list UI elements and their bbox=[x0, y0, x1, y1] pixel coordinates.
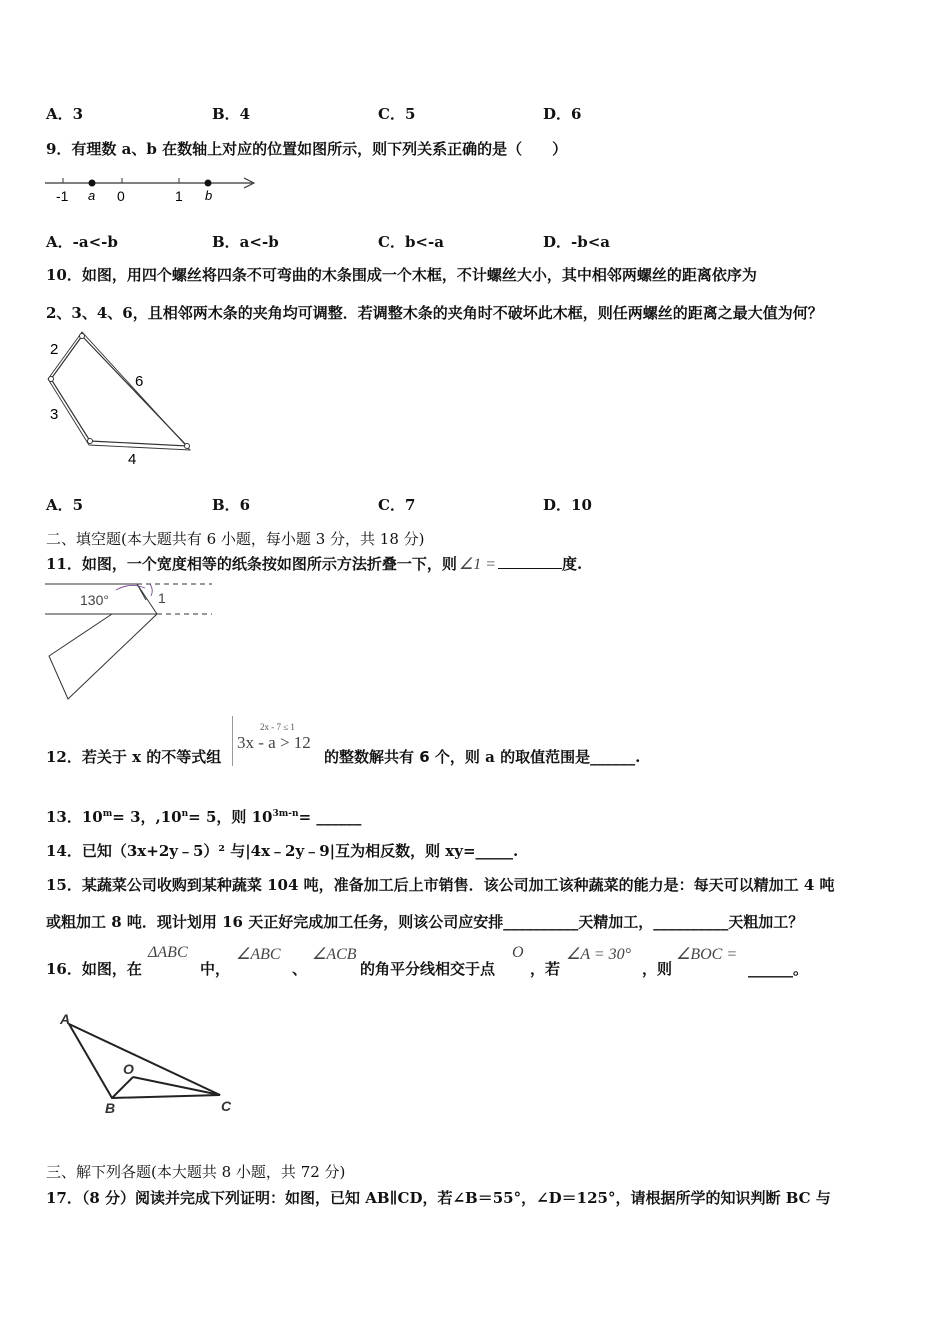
q17-stem: 17．（8 分）阅读并完成下列证明：如图，已知 AB∥CD，若∠B＝55°，∠D＝125°，请根据所学的知识判断 BC 与 bbox=[46, 1189, 831, 1207]
q16-angle-boc: ∠BOC = bbox=[676, 946, 738, 963]
q16-ze: ，则 bbox=[642, 960, 673, 978]
frame-quadrilateral bbox=[48, 332, 190, 450]
q11-stem-start: 11．如图，一个宽度相等的纸条按如图所示方法折叠一下，则 bbox=[46, 555, 457, 573]
q10-stem-line2: 2、3、4、6，且相邻两木条的夹角均可调整．若调整木条的夹角时不破坏此木框，则任两螺丝的距离之最大值为何？ bbox=[46, 304, 823, 322]
q13-part-c: = 5，则 10 bbox=[188, 808, 273, 826]
q9-option-c: C．b<-a bbox=[378, 233, 444, 251]
point-b bbox=[205, 180, 212, 187]
q12-prefix: 12．若关于 bbox=[46, 748, 127, 766]
section-3-heading: 三、解下列各题(本大题共 8 小题，共 72 分) bbox=[46, 1163, 346, 1181]
angle-label-130: 130° bbox=[80, 592, 109, 608]
q15-stem-line2: 或粗加工 8 吨．现计划用 16 天正好完成加工任务，则该公司应安排__________天精加工，__________天粗加工？ bbox=[46, 913, 804, 931]
q10-option-d: D．10 bbox=[543, 496, 592, 514]
vertex-label-o: O bbox=[123, 1061, 134, 1077]
q12-middle: 的不等式组 bbox=[146, 748, 222, 766]
q16-answer-blank: ______。 bbox=[748, 960, 809, 978]
tick-label-b: b bbox=[205, 188, 213, 203]
q16-middle: 的角平分线相交于点 bbox=[360, 960, 496, 978]
side-label-6: 6 bbox=[135, 373, 144, 390]
q13-sup-m: m bbox=[102, 809, 113, 819]
q13-part-a: 10 bbox=[81, 808, 103, 826]
q11-angle-1: ∠1 = bbox=[458, 556, 497, 573]
q8-option-d: D．6 bbox=[543, 105, 582, 123]
q12-suffix-b: 个，则 bbox=[434, 748, 480, 766]
q9-option-b: B．a<-b bbox=[212, 233, 279, 251]
q11-answer-blank bbox=[498, 554, 562, 569]
angle-label-1: 1 bbox=[158, 590, 166, 606]
q13-part-b: = 3，,10 bbox=[112, 808, 182, 826]
q13-stem bbox=[46, 806, 361, 827]
tick-label-zero: 0 bbox=[117, 188, 125, 204]
q16-stem bbox=[46, 942, 906, 978]
tick-label-a: a bbox=[88, 188, 96, 203]
q14-stem: 14．已知（3x+2y﹣5）² 与|4x﹣2y﹣9|互为相反数，则 xy=_____. bbox=[46, 842, 519, 860]
side-label-4: 4 bbox=[128, 451, 137, 468]
q12-var-a: a bbox=[485, 748, 495, 766]
q9-option-d: D．-b<a bbox=[543, 233, 611, 251]
q13-num: 13． bbox=[46, 808, 82, 826]
q10-option-b: B．6 bbox=[212, 496, 251, 514]
q12-inequality-1: 2x - 7 ≤ 1 bbox=[260, 722, 295, 732]
q10-wooden-frame-figure bbox=[40, 330, 200, 470]
q16-point-o: O bbox=[512, 944, 524, 961]
q16-triangle-figure bbox=[55, 1008, 245, 1123]
section-2-heading: 二、填空题(本大题共有 6 小题，每小题 3 分，共 18 分) bbox=[46, 530, 425, 548]
q9-option-a: A．-a<-b bbox=[46, 233, 118, 251]
side-label-3: 3 bbox=[50, 406, 59, 423]
q12-suffix-a: 的整数解共有 bbox=[324, 748, 415, 766]
q12-inequality-2: 3x - a > 12 bbox=[237, 733, 311, 752]
q8-option-a: A．3 bbox=[46, 105, 84, 123]
q9-number-line-figure bbox=[40, 168, 265, 206]
q11-stem bbox=[46, 553, 582, 574]
vertex-label-a: A bbox=[60, 1011, 71, 1027]
q9-stem: 9．有理数 a、b 在数轴上对应的位置如图所示，则下列关系正确的是（ ） bbox=[46, 140, 568, 158]
q16-zhong: 中， bbox=[200, 960, 231, 978]
tick-label-minus-one: -1 bbox=[56, 188, 69, 204]
side-label-2: 2 bbox=[50, 341, 59, 358]
q13-sup-3m-n: 3m-n bbox=[272, 809, 299, 819]
q12-suffix-c: 的取值范围是______. bbox=[500, 748, 641, 766]
q16-separator: 、 bbox=[292, 960, 308, 978]
q8-option-c: C．5 bbox=[378, 105, 416, 123]
q16-triangle-abc: ΔABC bbox=[148, 944, 188, 961]
q11-stem-end: 度. bbox=[562, 555, 583, 573]
q12-var-x: x bbox=[132, 748, 142, 766]
vertex-label-c: C bbox=[221, 1098, 232, 1114]
q8-option-b: B．4 bbox=[212, 105, 251, 123]
q16-prefix: 16．如图，在 bbox=[46, 960, 142, 978]
vertex-label-b: B bbox=[105, 1100, 116, 1116]
q10-stem-line1: 10．如图，用四个螺丝将四条不可弯曲的木条围成一个木框，不计螺丝大小，其中相邻两螺丝的距离依序为 bbox=[46, 266, 757, 284]
q16-angle-abc: ∠ABC bbox=[236, 946, 281, 963]
q16-angle-acb: ∠ACB bbox=[312, 946, 357, 963]
q10-option-a: A．5 bbox=[46, 496, 84, 514]
q16-condition: ∠A = 30° bbox=[566, 946, 632, 963]
point-a bbox=[89, 180, 96, 187]
q15-stem-line1: 15．某蔬菜公司收购到某种蔬菜 104 吨，准备加工后上市销售．该公司加工该种蔬菜的能力是：每天可以精加工 4 吨 bbox=[46, 876, 835, 894]
q10-option-c: C．7 bbox=[378, 496, 416, 514]
tick-label-one: 1 bbox=[175, 188, 183, 204]
q11-folded-strip-figure bbox=[40, 578, 220, 706]
q12-system-brace bbox=[232, 716, 235, 766]
q16-ruo: ，若 bbox=[530, 960, 561, 978]
q13-part-d: = ______ bbox=[298, 808, 362, 826]
q13-sup-n: n bbox=[181, 809, 189, 819]
q12-count: 6 bbox=[419, 748, 430, 766]
